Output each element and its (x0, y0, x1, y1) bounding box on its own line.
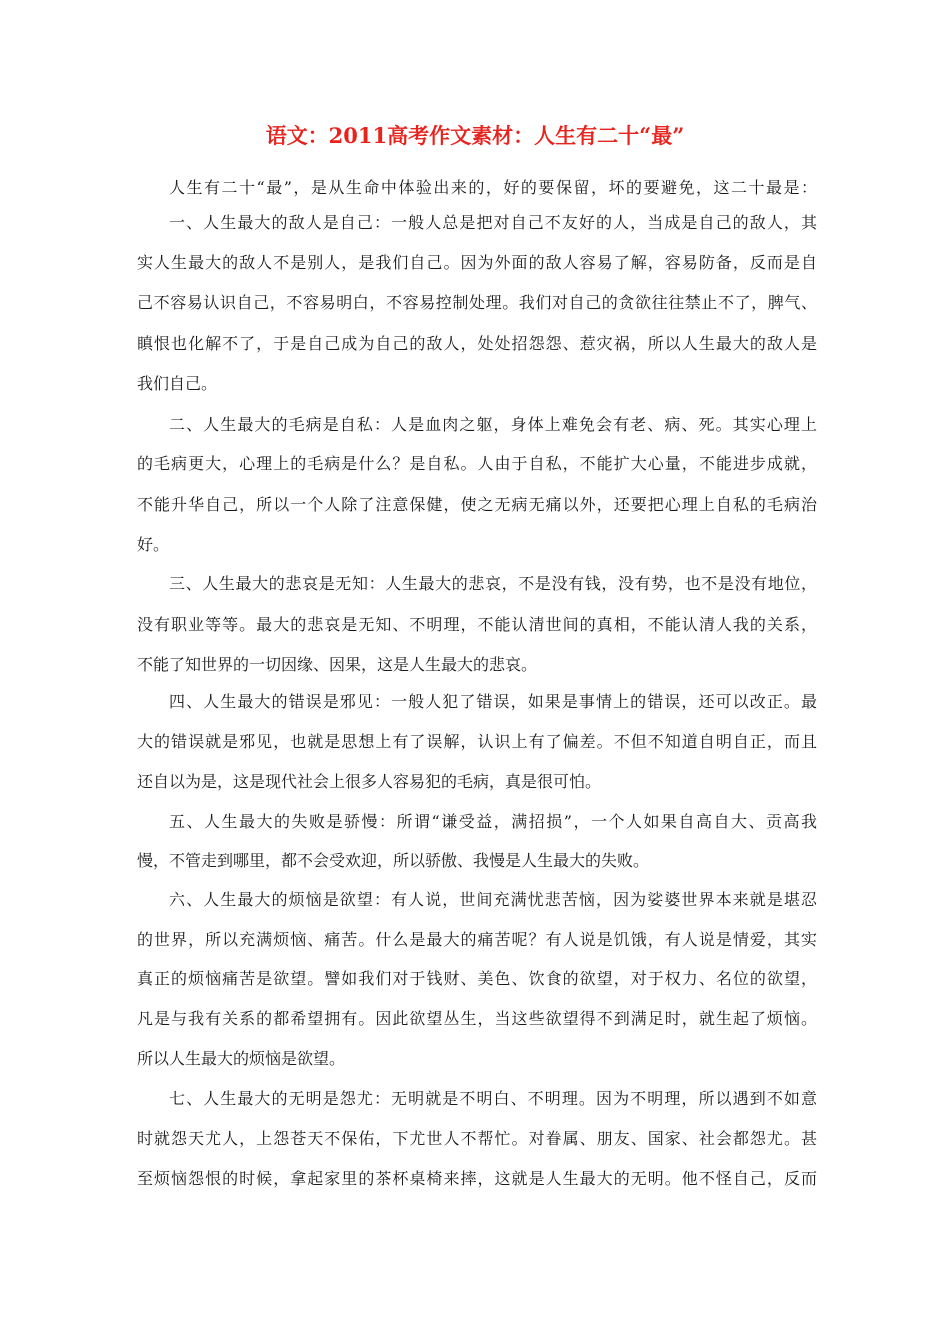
paragraph-line: 一、人生最大的敌人是自己：一般人总是把对自己不友好的人，当成是自己的敌人，其 (169, 213, 817, 232)
paragraph-line: 时就怨天尤人，上怨苍天不保佑，下尤世人不帮忙。对眷属、朋友、国家、社会都怨尤。甚 (137, 1129, 817, 1148)
paragraph-line: 瞋恨也化解不了，于是自己成为自己的敌人，处处招怨怨、惹灾祸，所以人生最大的敌人是 (137, 334, 817, 353)
document-title: 语文：2011高考作文素材：人生有二十“最” (265, 123, 685, 148)
paragraph-line: 六、人生最大的烦恼是欲望：有人说，世间充满忧悲苦恼，因为娑婆世界本来就是堪忍 (169, 890, 817, 909)
paragraph-line: 真正的烦恼痛苦是欲望。譬如我们对于钱财、美色、饮食的欲望，对于权力、名位的欲望， (137, 969, 817, 988)
paragraph-line: 二、人生最大的毛病是自私：人是血肉之躯，身体上难免会有老、病、死。其实心理上 (169, 415, 817, 434)
paragraph-line: 凡是与我有关系的都希望拥有。因此欲望丛生，当这些欲望得不到满足时，就生起了烦恼。 (137, 1009, 817, 1028)
paragraph-line: 不能了知世界的一切因缘、因果，这是人生最大的悲哀。 (137, 655, 538, 674)
paragraph-line: 我们自己。 (137, 374, 218, 393)
paragraph-line: 慢，不管走到哪里，都不会受欢迎，所以骄傲、我慢是人生最大的失败。 (137, 851, 650, 870)
paragraph-line: 所以人生最大的烦恼是欲望。 (137, 1049, 346, 1068)
paragraph-line: 好。 (137, 535, 170, 554)
paragraph-line: 的毛病更大，心理上的毛病是什么？是自私。人由于自私，不能扩大心量，不能进步成就， (137, 454, 817, 473)
paragraph-line: 至烦恼怨恨的时候，拿起家里的茶杯桌椅来摔，这就是人生最大的无明。他不怪自己，反而 (137, 1169, 817, 1188)
paragraph-line: 四、人生最大的错误是邪见：一般人犯了错误，如果是事情上的错误，还可以改正。最 (169, 692, 817, 711)
paragraph-line: 还自以为是，这是现代社会上很多人容易犯的毛病，真是很可怕。 (137, 772, 602, 791)
paragraph-line: 没有职业等等。最大的悲哀是无知、不明理，不能认清世间的真相，不能认清人我的关系， (137, 615, 817, 634)
paragraph-line: 七、人生最大的无明是怨尤：无明就是不明白、不明理。因为不明理，所以遇到不如意 (169, 1089, 817, 1108)
paragraph-line: 的世界，所以充满烦恼、痛苦。什么是最大的痛苦呢？有人说是饥饿，有人说是情爱，其实 (137, 930, 817, 949)
paragraph-line: 五、人生最大的失败是骄慢：所谓“谦受益，满招损”，一个人如果自高自大、贡高我 (169, 812, 817, 831)
paragraph-line: 人生有二十“最”，是从生命中体验出来的，好的要保留，坏的要避免，这二十最是： (169, 178, 817, 197)
paragraph-line: 实人生最大的敌人不是别人，是我们自己。因为外面的敌人容易了解，容易防备，反而是自 (137, 253, 817, 272)
paragraph-line: 大的错误就是邪见，也就是思想上有了误解，认识上有了偏差。不但不知道自明自正，而且 (137, 732, 817, 751)
paragraph-line: 三、人生最大的悲哀是无知：人生最大的悲哀，不是没有钱，没有势，也不是没有地位， (169, 574, 817, 593)
paragraph-line: 己不容易认识自己，不容易明白，不容易控制处理。我们对自己的贪欲往往禁止不了，脾气、 (137, 293, 817, 312)
paragraph-line: 不能升华自己，所以一个人除了注意保健，使之无病无痛以外，还要把心理上自私的毛病治 (137, 495, 817, 514)
